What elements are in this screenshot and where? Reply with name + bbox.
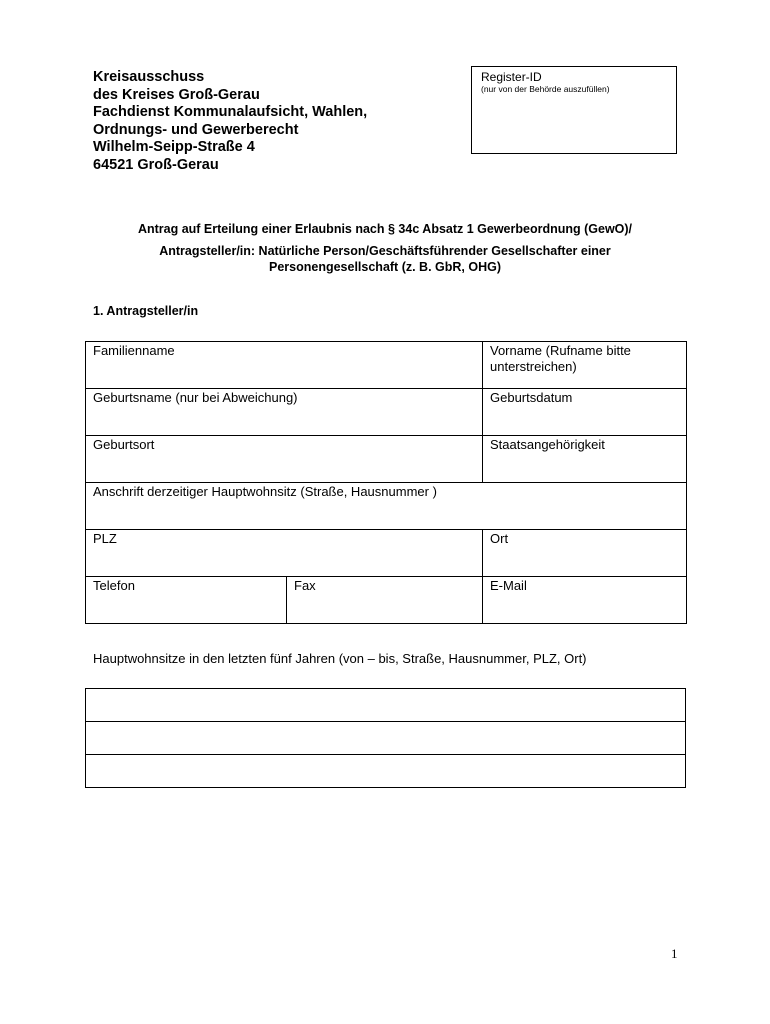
form-title: Antrag auf Erteilung einer Erlaubnis nach § 34c Absatz 1 Gewerbeordnung (GewO)/ — [137, 222, 633, 236]
field-email[interactable] — [483, 577, 687, 624]
field-anschrift[interactable] — [86, 483, 687, 530]
field-vorname[interactable] — [483, 342, 687, 389]
address-line: Wilhelm-Seipp-Straße 4 — [93, 139, 255, 156]
address-line: Kreisausschuss — [93, 69, 205, 85]
field-label: PLZ — [93, 531, 117, 546]
field-geburtsort[interactable] — [86, 436, 483, 483]
register-id-note: (nur von der Behörde auszufüllen) — [481, 84, 610, 94]
form-subtitle-line: Antragsteller/in: Natürliche Person/Geschäftsführender Gesellschafter einer — [159, 244, 611, 258]
field-fax[interactable] — [287, 577, 483, 624]
field-label: Vorname (Rufname bitte unterstreichen) — [490, 343, 631, 374]
field-plz[interactable] — [86, 530, 483, 577]
field-label: Geburtsdatum — [490, 390, 573, 405]
section-heading-applicant: 1. Antragsteller/in — [93, 304, 199, 318]
field-label: Geburtsname (nur bei Abweichung) — [93, 390, 298, 405]
authority-address — [93, 69, 367, 175]
address-line: Ordnungs- und Gewerberecht — [93, 121, 299, 138]
field-label: Fax — [294, 578, 316, 593]
address-line: Fachdienst Kommunalaufsicht, Wahlen, — [93, 104, 368, 121]
field-label: Ort — [490, 531, 509, 546]
field-familienname[interactable] — [86, 342, 483, 389]
field-label: Familienname — [93, 343, 175, 358]
residence-history-row[interactable] — [86, 722, 686, 755]
field-geburtsname[interactable] — [86, 389, 483, 436]
residence-history-table — [85, 688, 686, 788]
applicant-form-table — [85, 341, 687, 624]
residence-history-row[interactable] — [86, 755, 686, 788]
residence-history-label: Hauptwohnsitze in den letzten fünf Jahren (von – bis, Straße, Hausnummer, PLZ, Ort) — [93, 651, 587, 666]
field-ort[interactable] — [483, 530, 687, 577]
field-telefon[interactable] — [86, 577, 287, 624]
form-subtitle — [85, 243, 685, 275]
residence-history-row[interactable] — [86, 689, 686, 722]
register-id-label: Register-ID — [481, 70, 542, 84]
page-number: 1 — [671, 946, 678, 961]
field-geburtsdatum[interactable] — [483, 389, 687, 436]
field-label: Telefon — [93, 578, 135, 593]
field-label: Geburtsort — [93, 437, 155, 452]
field-label: Anschrift derzeitiger Hauptwohnsitz (Straße, Hausnummer ) — [93, 484, 437, 499]
register-id-box[interactable] — [471, 66, 677, 154]
field-label: E-Mail — [490, 578, 527, 593]
address-line: des Kreises Groß-Gerau — [93, 86, 260, 103]
address-line: 64521 Groß-Gerau — [93, 156, 219, 173]
form-subtitle-line: Personengesellschaft (z. B. GbR, OHG) — [269, 260, 501, 274]
field-label: Staatsangehörigkeit — [490, 437, 605, 452]
field-staatsangehoerigkeit[interactable] — [483, 436, 687, 483]
